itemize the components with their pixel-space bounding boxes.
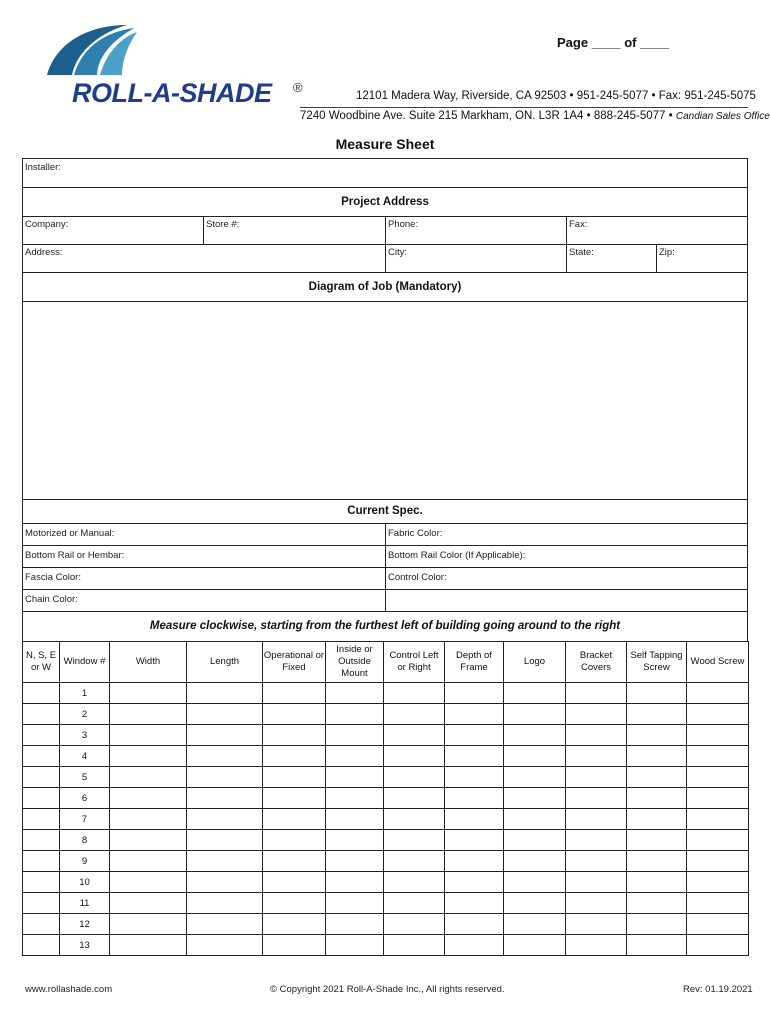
table-cell[interactable] — [187, 704, 263, 725]
col-header-logo: Logo — [504, 642, 566, 683]
table-cell[interactable] — [23, 830, 60, 851]
table-cell[interactable] — [263, 704, 326, 725]
bottom-rail-color-label: Bottom Rail Color (If Applicable): — [388, 550, 526, 561]
table-cell[interactable] — [627, 683, 687, 704]
table-cell[interactable] — [566, 872, 627, 893]
table-cell[interactable] — [445, 788, 504, 809]
table-cell[interactable] — [384, 683, 445, 704]
table-cell[interactable] — [687, 704, 749, 725]
table-cell[interactable] — [504, 809, 566, 830]
table-cell[interactable] — [23, 704, 60, 725]
window-number-cell: 8 — [60, 830, 110, 851]
table-cell[interactable] — [445, 914, 504, 935]
window-number-cell: 12 — [60, 914, 110, 935]
canada-office-note: Candian Sales Office — [675, 111, 770, 122]
col-header-control: Control Left or Right — [384, 642, 445, 683]
table-cell[interactable] — [326, 851, 384, 872]
address-field[interactable] — [22, 244, 386, 273]
table-cell[interactable] — [23, 872, 60, 893]
table-cell[interactable] — [187, 767, 263, 788]
table-cell[interactable] — [187, 809, 263, 830]
table-cell[interactable] — [263, 788, 326, 809]
table-cell[interactable] — [687, 725, 749, 746]
table-cell[interactable] — [384, 851, 445, 872]
table-cell[interactable] — [187, 935, 263, 956]
table-cell[interactable] — [263, 767, 326, 788]
table-cell[interactable] — [504, 725, 566, 746]
col-header-length: Length — [187, 642, 263, 683]
table-cell[interactable] — [263, 746, 326, 767]
table-cell[interactable] — [23, 851, 60, 872]
phone-label: Phone: — [388, 219, 419, 230]
table-cell[interactable] — [566, 809, 627, 830]
window-number-cell: 7 — [60, 809, 110, 830]
fax-field[interactable] — [566, 216, 748, 245]
table-cell[interactable] — [627, 893, 687, 914]
table-cell[interactable] — [627, 767, 687, 788]
table-cell[interactable] — [687, 914, 749, 935]
col-header-bracket: Bracket Covers — [566, 642, 627, 683]
table-cell[interactable] — [326, 893, 384, 914]
table-cell[interactable] — [627, 914, 687, 935]
measure-instruction: Measure clockwise, starting from the furthest left of building going around to the right — [149, 620, 621, 632]
window-number-cell: 13 — [60, 935, 110, 956]
col-header-self-tapping: Self Tapping Screw — [627, 642, 687, 683]
table-cell[interactable] — [110, 788, 187, 809]
table-cell[interactable] — [504, 914, 566, 935]
table-cell[interactable] — [566, 935, 627, 956]
company-label: Company: — [25, 219, 69, 230]
table-cell[interactable] — [326, 746, 384, 767]
state-label: State: — [569, 247, 594, 258]
table-cell[interactable] — [110, 767, 187, 788]
table-cell[interactable] — [687, 767, 749, 788]
window-number-cell: 1 — [60, 683, 110, 704]
table-cell[interactable] — [23, 893, 60, 914]
table-cell[interactable] — [504, 788, 566, 809]
installer-label: Installer: — [25, 162, 61, 173]
table-cell[interactable] — [263, 893, 326, 914]
table-cell[interactable] — [445, 872, 504, 893]
window-number-cell: 9 — [60, 851, 110, 872]
fabric-color-label: Fabric Color: — [388, 528, 443, 539]
table-cell[interactable] — [110, 914, 187, 935]
table-cell[interactable] — [110, 893, 187, 914]
registered-mark: ® — [293, 80, 303, 95]
table-cell[interactable] — [504, 767, 566, 788]
table-row — [23, 704, 749, 725]
table-cell[interactable] — [687, 872, 749, 893]
table-cell[interactable] — [445, 893, 504, 914]
table-cell[interactable] — [263, 851, 326, 872]
table-cell[interactable] — [23, 746, 60, 767]
table-cell[interactable] — [566, 851, 627, 872]
table-cell[interactable] — [326, 830, 384, 851]
table-cell[interactable] — [263, 809, 326, 830]
address-line-canada — [300, 110, 770, 122]
table-cell[interactable] — [110, 851, 187, 872]
table-cell[interactable] — [627, 746, 687, 767]
col-header-depth: Depth of Frame — [445, 642, 504, 683]
table-cell[interactable] — [504, 893, 566, 914]
table-row — [23, 746, 749, 767]
table-row — [23, 893, 749, 914]
table-cell[interactable] — [23, 725, 60, 746]
table-cell[interactable] — [384, 893, 445, 914]
table-cell[interactable] — [687, 935, 749, 956]
table-cell[interactable] — [110, 725, 187, 746]
table-row — [23, 935, 749, 956]
table-cell[interactable] — [687, 746, 749, 767]
table-cell[interactable] — [110, 872, 187, 893]
table-cell[interactable] — [504, 872, 566, 893]
table-cell[interactable] — [23, 683, 60, 704]
table-cell[interactable] — [384, 746, 445, 767]
table-cell[interactable] — [110, 830, 187, 851]
col-header-direction: N, S, E or W — [23, 642, 60, 683]
table-cell[interactable] — [263, 683, 326, 704]
table-cell[interactable] — [445, 809, 504, 830]
logo-swoosh-icon — [42, 20, 152, 80]
table-row — [23, 683, 749, 704]
table-cell[interactable] — [627, 704, 687, 725]
table-cell[interactable] — [384, 935, 445, 956]
table-cell[interactable] — [263, 830, 326, 851]
table-cell[interactable] — [326, 935, 384, 956]
table-cell[interactable] — [110, 809, 187, 830]
table-cell[interactable] — [384, 830, 445, 851]
col-header-width: Width — [110, 642, 187, 683]
table-cell[interactable] — [504, 683, 566, 704]
table-cell[interactable] — [504, 746, 566, 767]
window-number-cell: 6 — [60, 788, 110, 809]
table-cell[interactable] — [504, 704, 566, 725]
table-cell[interactable] — [687, 809, 749, 830]
table-cell[interactable] — [23, 767, 60, 788]
bottom-rail-label: Bottom Rail or Hembar: — [25, 550, 125, 561]
table-cell[interactable] — [384, 767, 445, 788]
table-cell[interactable] — [627, 872, 687, 893]
window-number-cell: 5 — [60, 767, 110, 788]
project-address-title: Project Address — [341, 196, 429, 208]
current-spec-title: Current Spec. — [347, 505, 423, 517]
table-row — [23, 851, 749, 872]
store-label: Store #: — [206, 219, 240, 230]
table-cell[interactable] — [445, 767, 504, 788]
table-cell[interactable] — [445, 683, 504, 704]
table-row — [23, 767, 749, 788]
table-cell[interactable] — [326, 788, 384, 809]
col-header-window: Window # — [60, 642, 110, 683]
table-row — [23, 872, 749, 893]
company-logo — [40, 20, 310, 110]
table-cell[interactable] — [445, 704, 504, 725]
table-cell[interactable] — [627, 851, 687, 872]
table-cell[interactable] — [566, 830, 627, 851]
fax-label: Fax: — [569, 219, 588, 230]
table-cell[interactable] — [384, 809, 445, 830]
table-cell[interactable] — [187, 851, 263, 872]
table-cell[interactable] — [566, 704, 627, 725]
table-cell[interactable] — [187, 830, 263, 851]
table-cell[interactable] — [445, 746, 504, 767]
table-cell[interactable] — [445, 935, 504, 956]
table-cell[interactable] — [326, 872, 384, 893]
window-number-cell: 10 — [60, 872, 110, 893]
table-cell[interactable] — [23, 788, 60, 809]
table-cell[interactable] — [326, 767, 384, 788]
col-header-operational: Operational or Fixed — [263, 642, 326, 683]
city-label: City: — [388, 247, 407, 258]
table-cell[interactable] — [687, 683, 749, 704]
footer-copyright: © Copyright 2021 Roll-A-Shade Inc., All rights reserved. — [270, 984, 505, 995]
table-row — [23, 725, 749, 746]
table-cell[interactable] — [23, 809, 60, 830]
table-cell[interactable] — [110, 935, 187, 956]
table-cell[interactable] — [445, 851, 504, 872]
page-number: Page ____ of ____ — [557, 35, 670, 50]
table-cell[interactable] — [187, 683, 263, 704]
table-cell[interactable] — [687, 830, 749, 851]
footer-website: www.rollashade.com — [25, 984, 113, 995]
table-cell[interactable] — [110, 704, 187, 725]
table-cell[interactable] — [504, 830, 566, 851]
table-cell[interactable] — [110, 746, 187, 767]
table-cell[interactable] — [23, 914, 60, 935]
table-cell[interactable] — [263, 725, 326, 746]
window-number-cell: 2 — [60, 704, 110, 725]
table-cell[interactable] — [187, 872, 263, 893]
table-cell[interactable] — [263, 935, 326, 956]
table-cell[interactable] — [187, 914, 263, 935]
address-line-us: 12101 Madera Way, Riverside, CA 92503 • 951-245-5077 • Fax: 951-245-5075 — [356, 90, 756, 102]
table-cell[interactable] — [445, 830, 504, 851]
table-cell[interactable] — [627, 830, 687, 851]
chain-color-label: Chain Color: — [25, 594, 78, 605]
table-cell[interactable] — [627, 725, 687, 746]
table-row — [23, 809, 749, 830]
table-cell[interactable] — [566, 746, 627, 767]
table-cell[interactable] — [187, 746, 263, 767]
table-header-row — [23, 642, 749, 683]
address-label: Address: — [25, 247, 63, 258]
table-cell[interactable] — [566, 788, 627, 809]
table-row — [23, 914, 749, 935]
control-color-label: Control Color: — [388, 572, 447, 583]
table-cell[interactable] — [384, 725, 445, 746]
table-cell[interactable] — [326, 914, 384, 935]
window-number-cell: 4 — [60, 746, 110, 767]
table-cell[interactable] — [384, 872, 445, 893]
table-cell[interactable] — [687, 851, 749, 872]
table-cell[interactable] — [566, 683, 627, 704]
table-cell[interactable] — [566, 767, 627, 788]
table-cell[interactable] — [566, 725, 627, 746]
table-cell[interactable] — [504, 935, 566, 956]
header-divider — [300, 107, 748, 108]
table-cell[interactable] — [627, 809, 687, 830]
table-cell[interactable] — [326, 683, 384, 704]
address-canada-text: 7240 Woodbine Ave. Suite 215 Markham, ON. L3R 1A4 • 888-245-5077 • — [300, 110, 673, 122]
col-header-mount: Inside or Outside Mount — [326, 642, 384, 683]
installer-field[interactable] — [22, 158, 748, 188]
city-field[interactable] — [385, 244, 567, 273]
table-cell[interactable] — [263, 872, 326, 893]
table-row — [23, 830, 749, 851]
table-cell[interactable] — [110, 683, 187, 704]
table-cell[interactable] — [187, 788, 263, 809]
table-cell[interactable] — [187, 725, 263, 746]
window-number-cell: 11 — [60, 893, 110, 914]
table-row — [23, 788, 749, 809]
form-title: Measure Sheet — [335, 136, 435, 152]
motorized-label: Motorized or Manual: — [25, 528, 115, 539]
table-cell[interactable] — [326, 725, 384, 746]
col-header-wood-screw: Wood Screw — [687, 642, 749, 683]
table-cell[interactable] — [384, 914, 445, 935]
table-cell[interactable] — [687, 788, 749, 809]
table-cell[interactable] — [566, 893, 627, 914]
diagram-area[interactable] — [22, 301, 748, 500]
table-cell[interactable] — [384, 788, 445, 809]
table-cell[interactable] — [326, 704, 384, 725]
table-cell[interactable] — [445, 725, 504, 746]
table-cell[interactable] — [384, 704, 445, 725]
window-number-cell: 3 — [60, 725, 110, 746]
brand-name: ROLL-A-SHADE — [72, 78, 272, 108]
table-cell[interactable] — [566, 914, 627, 935]
table-cell[interactable] — [627, 788, 687, 809]
footer-revision: Rev: 01.19.2021 — [683, 984, 753, 995]
diagram-title: Diagram of Job (Mandatory) — [308, 281, 462, 293]
table-cell[interactable] — [326, 809, 384, 830]
table-cell[interactable] — [23, 935, 60, 956]
table-cell[interactable] — [627, 935, 687, 956]
table-cell[interactable] — [263, 914, 326, 935]
zip-label: Zip: — [659, 247, 675, 258]
table-cell[interactable] — [687, 893, 749, 914]
fascia-color-label: Fascia Color: — [25, 572, 81, 583]
spec-blank-field[interactable] — [385, 589, 748, 612]
measurement-table — [22, 641, 749, 956]
table-cell[interactable] — [187, 893, 263, 914]
table-cell[interactable] — [504, 851, 566, 872]
